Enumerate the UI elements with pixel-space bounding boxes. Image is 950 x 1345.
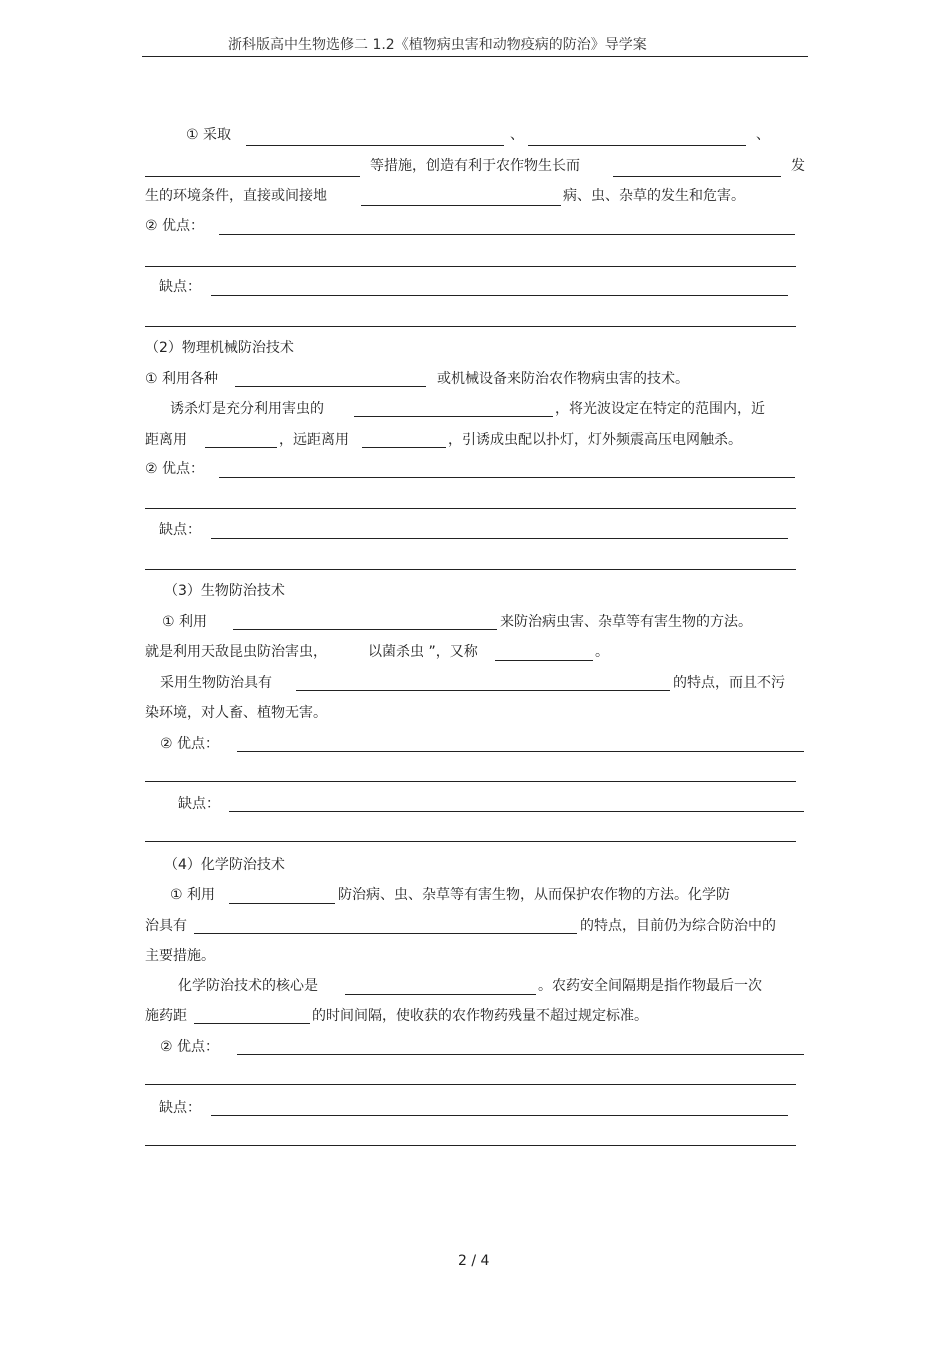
sec2-blank-3[interactable] xyxy=(205,447,277,448)
sec4-disadvantages-label: 缺点： xyxy=(159,1100,201,1116)
sec3-disadvantages-line[interactable] xyxy=(229,811,804,812)
sec3-blank-3[interactable] xyxy=(296,690,670,691)
sec4-title: （4）化学防治技术 xyxy=(164,857,285,873)
sec2-blank-4[interactable] xyxy=(362,447,446,448)
sec2-advantages-line2[interactable] xyxy=(145,508,796,509)
sec1-blank-2[interactable] xyxy=(528,145,746,146)
sec3-line1-text: ① 利用 xyxy=(162,614,208,630)
sec3-line3-end: 的特点，而且不污 xyxy=(673,675,785,691)
sec4-line4-text: 化学防治技术的核心是 xyxy=(178,978,318,994)
sec1-disadvantages-label: 缺点： xyxy=(159,279,201,295)
sec4-line4-end: 。农药安全间隔期是指作物最后一次 xyxy=(538,978,762,994)
sec1-disadvantages-line[interactable] xyxy=(211,295,788,296)
sec2-line3-mid: ，远距离用 xyxy=(279,432,349,448)
page-number: 2 / 4 xyxy=(458,1253,490,1269)
sec1-blank-4[interactable] xyxy=(613,176,781,177)
sec4-blank-3[interactable] xyxy=(345,994,536,995)
sec3-disadvantages-label: 缺点： xyxy=(178,796,220,812)
sec1-advantages-label: ② 优点： xyxy=(145,218,205,234)
sec1-advantages-line2[interactable] xyxy=(145,266,796,267)
sec3-advantages-line2[interactable] xyxy=(145,781,796,782)
sec1-line2-text: 等措施，创造有利于农作物生长而 xyxy=(370,158,580,174)
sec3-line2-mid: 以菌杀虫 ”，又称 xyxy=(368,644,478,660)
sec3-blank-1[interactable] xyxy=(233,629,497,630)
sec4-blank-4[interactable] xyxy=(194,1023,310,1024)
sec2-line3-end: ，引诱成虫配以扑灯，灯外频震高压电网触杀。 xyxy=(448,432,742,448)
sec3-line1-end: 来防治病虫害、杂草等有害生物的方法。 xyxy=(500,614,752,630)
sec1-line2-end: 发 xyxy=(791,158,805,174)
sec2-advantages-label: ② 优点： xyxy=(145,461,205,477)
sec2-line2-text: 诱杀灯是充分利用害虫的 xyxy=(170,401,324,417)
sec4-line5-end: 的时间间隔，使收获的农作物药残量不超过规定标准。 xyxy=(312,1008,648,1024)
sec4-blank-1[interactable] xyxy=(229,903,335,904)
sec1-line3-end: 病、虫、杂草的发生和危害。 xyxy=(563,188,745,204)
sec4-advantages-line2[interactable] xyxy=(145,1084,796,1085)
sec1-blank-5[interactable] xyxy=(361,205,561,206)
sec4-line1-end: 防治病、虫、杂草等有害生物，从而保护农作物的方法。化学防 xyxy=(338,887,730,903)
header-title: 浙科版高中生物选修二 1.2《植物病虫害和动物疫病的防治》导学案 xyxy=(228,37,647,53)
sec2-blank-1[interactable] xyxy=(235,386,426,387)
sec2-line1-end: 或机械设备来防治农作物病虫害的技术。 xyxy=(437,371,689,387)
sec3-blank-2[interactable] xyxy=(495,660,593,661)
header-rule xyxy=(142,56,808,57)
sec1-disadvantages-line2[interactable] xyxy=(145,326,796,327)
sec3-advantages-line[interactable] xyxy=(237,751,804,752)
sec2-line1-text: ① 利用各种 xyxy=(145,371,219,387)
sec2-disadvantages-line2[interactable] xyxy=(145,569,796,570)
sec4-disadvantages-line2[interactable] xyxy=(145,1145,796,1146)
sec3-line2-text: 就是利用天敌昆虫防治害虫， xyxy=(145,644,327,660)
sec1-sep2: 、 xyxy=(756,127,770,143)
sec3-advantages-label: ② 优点： xyxy=(160,736,220,752)
sec3-disadvantages-line2[interactable] xyxy=(145,841,796,842)
sec4-line2-text: 治具有 xyxy=(145,918,187,934)
sec3-line3-text: 采用生物防治具有 xyxy=(160,675,272,691)
sec2-title: （2）物理机械防治技术 xyxy=(145,340,294,356)
sec1-advantages-line[interactable] xyxy=(219,234,795,235)
sec4-advantages-label: ② 优点： xyxy=(160,1039,220,1055)
sec1-sep1: 、 xyxy=(510,127,524,143)
sec1-blank-1[interactable] xyxy=(246,145,504,146)
sec2-disadvantages-line[interactable] xyxy=(211,538,788,539)
sec4-line2-end: 的特点，目前仍为综合防治中的 xyxy=(580,918,776,934)
sec4-blank-2[interactable] xyxy=(194,933,577,934)
sec4-line5-text: 施药距 xyxy=(145,1008,187,1024)
sec3-line2-end: 。 xyxy=(595,644,609,660)
sec1-line3-text: 生的环境条件，直接或间接地 xyxy=(145,188,327,204)
sec4-line1-text: ① 利用 xyxy=(170,887,216,903)
sec2-line2-end: ，将光波设定在特定的范围内，近 xyxy=(555,401,765,417)
sec1-blank-3[interactable] xyxy=(145,176,360,177)
sec2-blank-2[interactable] xyxy=(354,416,553,417)
sec2-line3-text: 距离用 xyxy=(145,432,187,448)
sec4-advantages-line[interactable] xyxy=(237,1054,804,1055)
sec4-line3-text: 主要措施。 xyxy=(145,948,215,964)
sec3-title: （3）生物防治技术 xyxy=(164,583,285,599)
sec2-disadvantages-label: 缺点： xyxy=(159,522,201,538)
sec1-line1-text: ① 采取 xyxy=(186,127,232,143)
sec3-line4-text: 染环境，对人畜、植物无害。 xyxy=(145,705,327,721)
sec2-advantages-line[interactable] xyxy=(219,477,795,478)
sec4-disadvantages-line[interactable] xyxy=(211,1115,788,1116)
